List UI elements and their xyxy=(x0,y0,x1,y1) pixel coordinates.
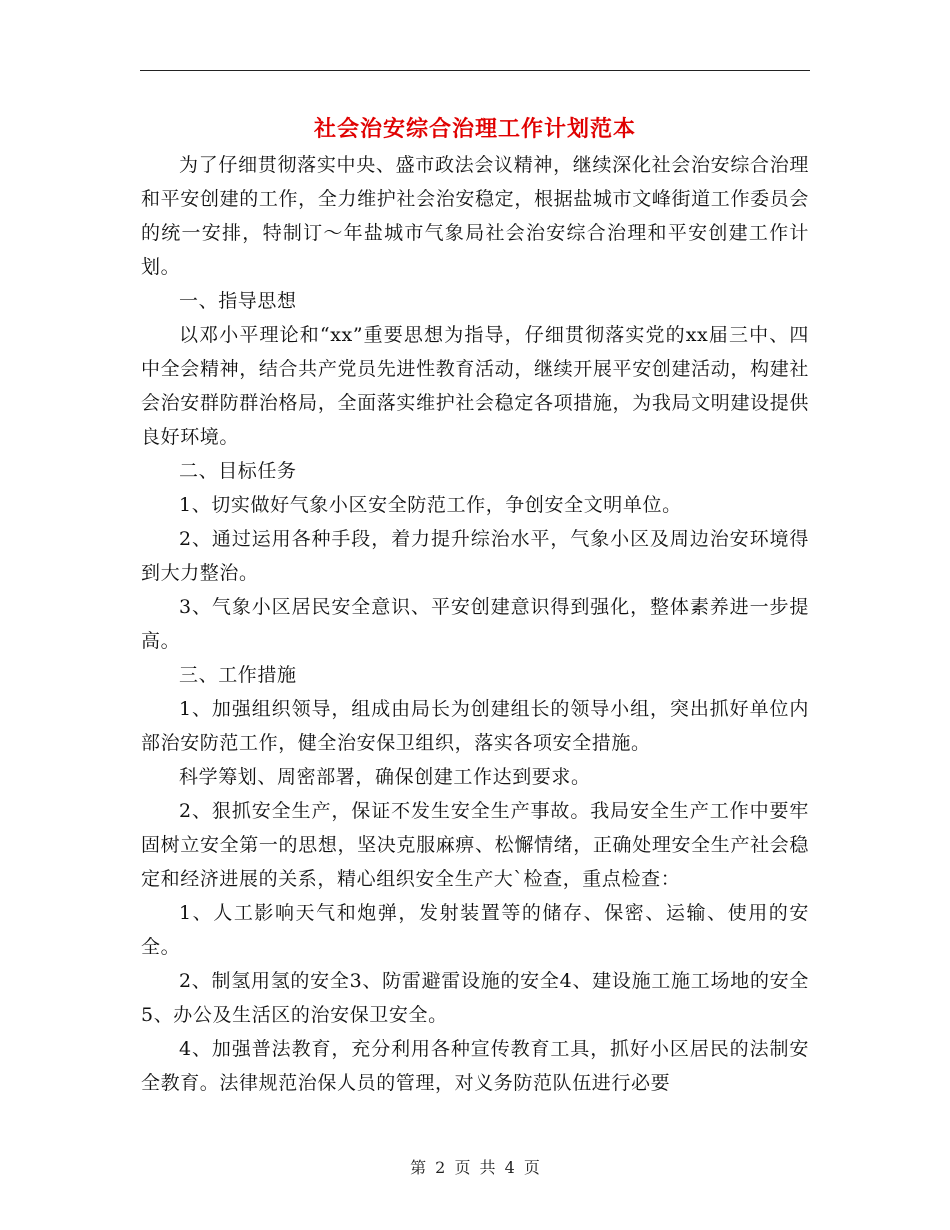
section-heading: 一、指导思想 xyxy=(179,290,297,312)
section-heading: 三、工作措施 xyxy=(179,664,297,686)
paragraph: 为了仔细贯彻落实中央、盛市政法会议精神，继续深化社会治安综合治理和平安创建的工作，全力维护社会治安稳定，根据盐城市文峰街道工作委员会的统一安排，特制订～年盐城市气象局社会治安综合治理和平安创建工作计划。 xyxy=(141,154,809,278)
paragraph: 科学筹划、周密部署，确保创建工作达到要求。 xyxy=(179,766,591,788)
paragraph: 2、狠抓安全生产，保证不发生安全生产事故。我局安全生产工作中要牢固树立安全第一的思想，坚决克服麻痹、松懈情绪，正确处理安全生产社会稳定和经济进展的关系，精心组织安全生产大`检查，重点检查： xyxy=(141,800,809,890)
paragraph: 2、制氢用氢的安全3、防雷避雷设施的安全4、建设施工施工场地的安全5、办公及生活区的治安保卫安全。 xyxy=(141,970,809,1026)
section-heading: 二、目标任务 xyxy=(179,460,297,482)
paragraph: 2、通过运用各种手段，着力提升综治水平，气象小区及周边治安环境得到大力整治。 xyxy=(141,528,809,584)
paragraph: 1、加强组织领导，组成由局长为创建组长的领导小组，突出抓好单位内部治安防范工作，健全治安保卫组织，落实各项安全措施。 xyxy=(141,698,809,754)
document-body xyxy=(141,148,809,1100)
paragraph: 1、人工影响天气和炮弹，发射装置等的储存、保密、运输、使用的安全。 xyxy=(141,902,809,958)
paragraph: 1、切实做好气象小区安全防范工作，争创安全文明单位。 xyxy=(179,494,682,516)
header-rule xyxy=(140,70,810,71)
paragraph: 3、气象小区居民安全意识、平安创建意识得到强化，整体素养进一步提高。 xyxy=(141,596,809,652)
paragraph: 4、加强普法教育，充分利用各种宣传教育工具，抓好小区居民的法制安全教育。法律规范治保人员的管理，对义务防范队伍进行必要 xyxy=(141,1038,809,1094)
document-title: 社会治安综合治理工作计划范本 xyxy=(313,116,636,142)
page-number: 第 2 页 共 4 页 xyxy=(410,1158,540,1177)
paragraph: 以邓小平理论和“xx”重要思想为指导，仔细贯彻落实党的xx届三中、四中全会精神，结合共产党员先进性教育活动，继续开展平安创建活动，构建社会治安群防群治格局，全面落实维护社会稳定各项措施，为我局文明建设提供良好环境。 xyxy=(141,324,809,448)
